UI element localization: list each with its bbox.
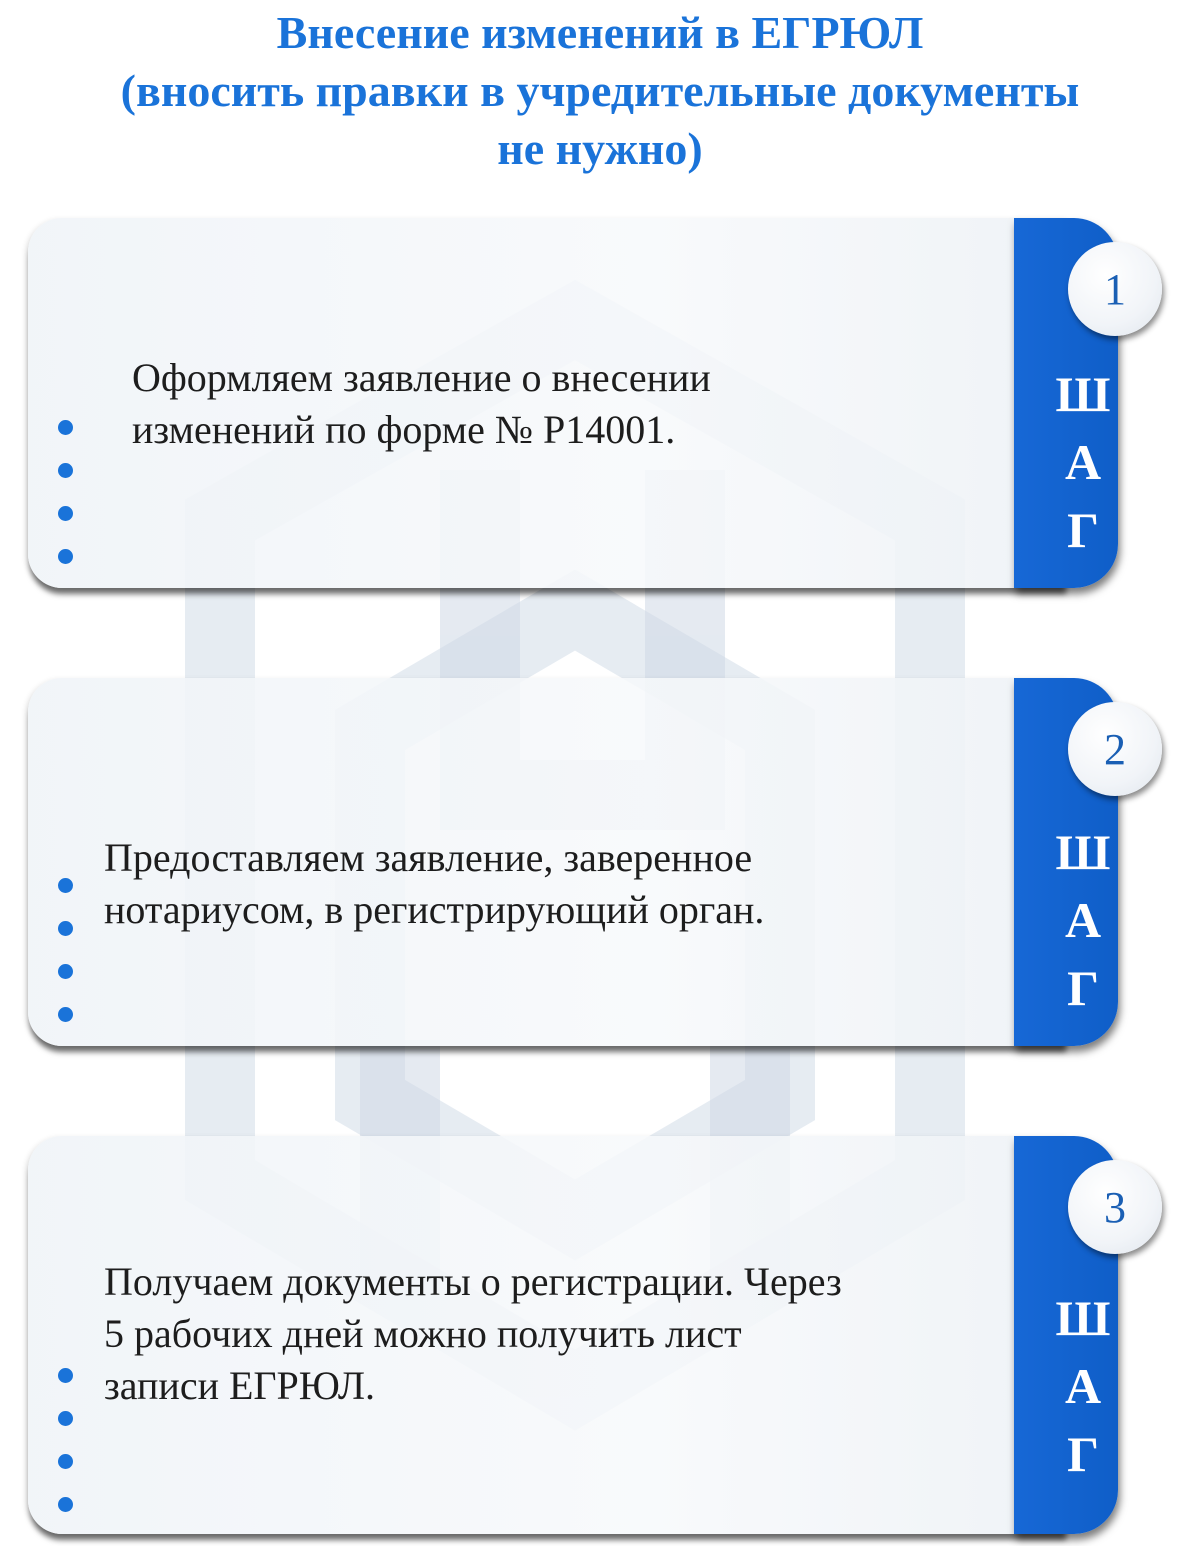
step-word [1048,818,1118,1022]
step-word-letter: Ш [1055,1290,1111,1346]
step-number-badge [1068,702,1162,796]
step-word-letter: Ш [1055,824,1111,880]
bullet-dot-icon [58,1007,73,1022]
bullet-dot-icon [58,921,73,936]
bullet-dot-icon [58,1411,73,1426]
step-text-line: нотариусом, в регистрирующий орган. [104,887,765,932]
step-description [104,1256,842,1412]
step-word-letter: Г [1067,502,1099,558]
title-line-2: (вносить правки в учредительные документы [120,65,1080,116]
step-number: 3 [1104,1182,1126,1232]
bullet-dot-icon [58,964,73,979]
step-card-2 [28,678,1126,1046]
step-text-line: 5 рабочих дней можно получить лист [104,1311,742,1356]
title-line-1: Внесение изменений в ЕГРЮЛ [276,7,924,58]
step-number: 1 [1104,264,1126,314]
step-text-line: изменений по форме № Р14001. [132,407,676,452]
step-text-line: Оформляем заявление о внесении [132,355,711,400]
bullet-dots [58,878,73,1050]
step-text-line: Получаем документы о регистрации. Через [104,1259,842,1304]
bullet-dot-icon [58,878,73,893]
bullet-dots [58,420,73,592]
bullet-dot-icon [58,506,73,521]
bullet-dot-icon [58,463,73,478]
bullet-dot-icon [58,1454,73,1469]
bullet-dot-icon [58,1497,73,1512]
step-word-letter: Ш [1055,366,1111,422]
step-word-letter: Г [1067,960,1099,1016]
step-description [132,352,711,456]
title-line-3: не нужно) [497,123,703,174]
step-word-letter: Г [1067,1426,1099,1482]
step-card-1 [28,218,1126,588]
bullet-dot-icon [58,1368,73,1383]
step-number-badge [1068,242,1162,336]
page-title [0,4,1200,178]
step-word [1048,1284,1118,1488]
step-word-letter: А [1064,892,1102,948]
step-card-3 [28,1136,1126,1534]
step-description [104,832,764,936]
bullet-dot-icon [58,549,73,564]
step-number: 2 [1104,724,1126,774]
step-text-line: записи ЕГРЮЛ. [104,1363,376,1408]
step-word [1048,360,1118,564]
step-word-letter: А [1064,434,1102,490]
bullet-dot-icon [58,420,73,435]
step-number-badge [1068,1160,1162,1254]
step-word-letter: А [1064,1358,1102,1414]
step-text-line: Предоставляем заявление, заверенное [104,835,753,880]
bullet-dots [58,1368,73,1540]
